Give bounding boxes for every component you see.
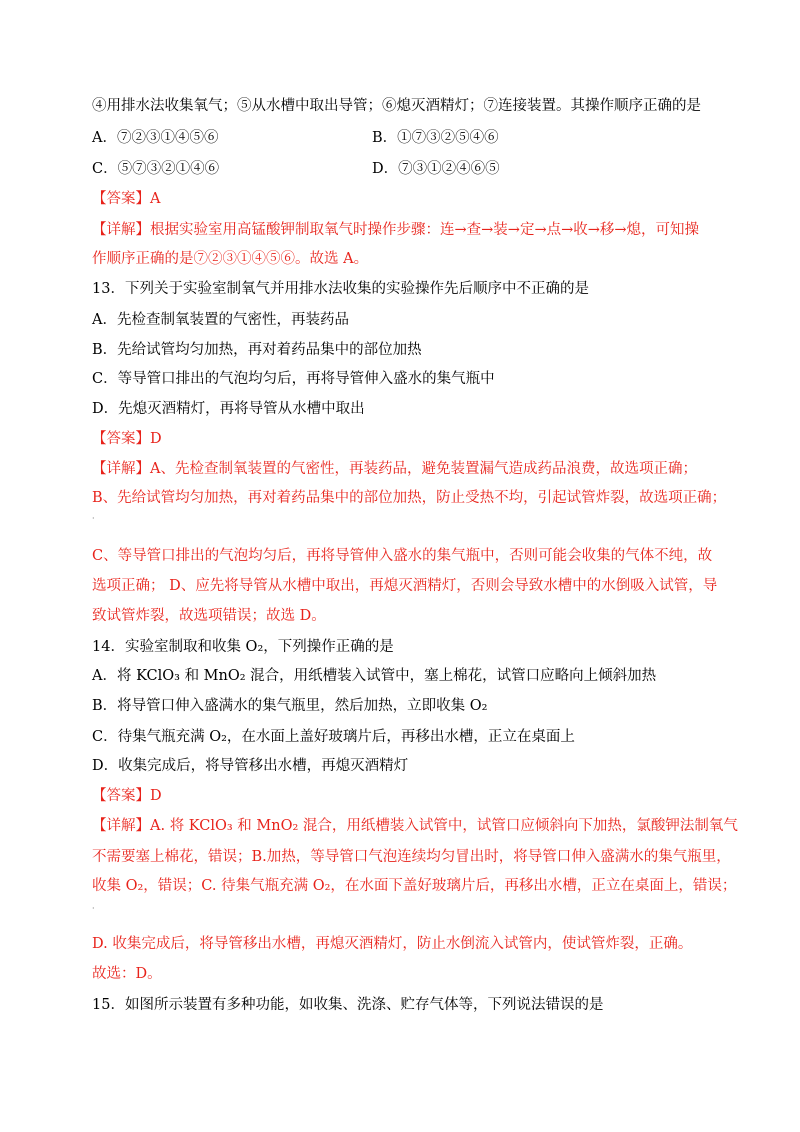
paragraph-mark: ·	[92, 514, 95, 523]
q15-question: 15．如图所示装置有多种功能，如收集、洗涤、贮存气体等，下列说法错误的是	[92, 997, 604, 1013]
q13-option-b: B．先给试管均匀加热，再对着药品集中的部位加热	[92, 342, 422, 358]
q13-answer: 【答案】D	[92, 431, 162, 447]
q13-explanation-line1: 【详解】A、先检查制氧装置的气密性，再装药品，避免装置漏气造成药品浪费，故选项正确；	[92, 461, 697, 477]
q13-explanation-line4: 选项正确； D、应先将导管从水槽中取出，再熄灭酒精灯，否则会导致水槽中的水倒吸入试管，导	[92, 578, 718, 594]
q12-answer: 【答案】A	[92, 191, 161, 207]
q12-explanation-line2: 作顺序正确的是⑦②③①④⑤⑥。故选 A。	[92, 251, 369, 267]
q14-option-c: C．待集气瓶充满 O₂，在水面上盖好玻璃片后，再移出水槽，正立在桌面上	[92, 729, 575, 745]
q12-explanation-line1: 【详解】根据实验室用高锰酸钾制取氧气时操作步骤：连→查→装→定→点→收→移→熄，可知操	[92, 222, 700, 238]
q14-option-d: D．收集完成后，将导管移出水槽，再熄灭酒精灯	[92, 758, 409, 774]
q14-option-b: B．将导管口伸入盛满水的集气瓶里，然后加热，立即收集 O₂	[92, 698, 488, 714]
q14-question: 14．实验室制取和收集 O₂，下列操作正确的是	[92, 639, 394, 655]
q13-option-d: D．先熄灭酒精灯，再将导管从水槽中取出	[92, 401, 365, 417]
q12-option-d: D．⑦③①②④⑥⑤	[372, 161, 500, 177]
q12-option-b: B．①⑦③②⑤④⑥	[372, 130, 499, 146]
q13-option-a: A．先检查制氧装置的气密性，再装药品	[92, 312, 349, 328]
q14-explanation-line1: 【详解】A. 将 KClO₃ 和 MnO₂ 混合，用纸槽装入试管中，试管口应倾斜向下加热，氯酸钾法制氧气	[92, 818, 738, 834]
q13-explanation-line2: B、先给试管均匀加热，再对着药品集中的部位加热，防止受热不均，引起试管炸裂，故选项正确；	[92, 490, 727, 506]
q13-explanation-line3: C、等导管口排出的气泡均匀后，再将导管伸入盛水的集气瓶中，否则可能会收集的气体不纯，故	[92, 548, 713, 564]
q12-option-c: C．⑤⑦③②①④⑥	[92, 161, 220, 177]
q12-steps-text: ④用排水法收集氧气；⑤从水槽中取出导管；⑥熄灭酒精灯；⑦连接装置。其操作顺序正确的是	[92, 98, 701, 114]
q13-option-c: C．等导管口排出的气泡均匀后，再将导管伸入盛水的集气瓶中	[92, 371, 495, 387]
q13-explanation-line5: 致试管炸裂，故选项错误；故选 D。	[92, 608, 326, 624]
q14-explanation-line2: 不需要塞上棉花，错误；B.加热，等导管口气泡连续均匀冒出时，将导管口伸入盛满水的集气瓶里，	[92, 849, 731, 865]
q14-option-a: A．将 KClO₃ 和 MnO₂ 混合，用纸槽装入试管中，塞上棉花，试管口应略向上倾斜加热	[92, 668, 657, 684]
q14-answer: 【答案】D	[92, 788, 162, 804]
q14-explanation-line4: D. 收集完成后，将导管移出水槽，再熄灭酒精灯，防止水倒流入试管内，使试管炸裂，正确。	[92, 936, 693, 952]
q14-explanation-line3: 收集 O₂，错误；C. 待集气瓶充满 O₂，在水面下盖好玻璃片后，再移出水槽，正立在桌面上，错误；	[92, 878, 737, 894]
paragraph-mark: ·	[92, 904, 95, 913]
q14-explanation-line5: 故选：D。	[92, 966, 162, 982]
q12-option-a: A．⑦②③①④⑤⑥	[92, 130, 219, 146]
q13-question: 13．下列关于实验室制氧气并用排水法收集的实验操作先后顺序中不正确的是	[92, 281, 589, 297]
